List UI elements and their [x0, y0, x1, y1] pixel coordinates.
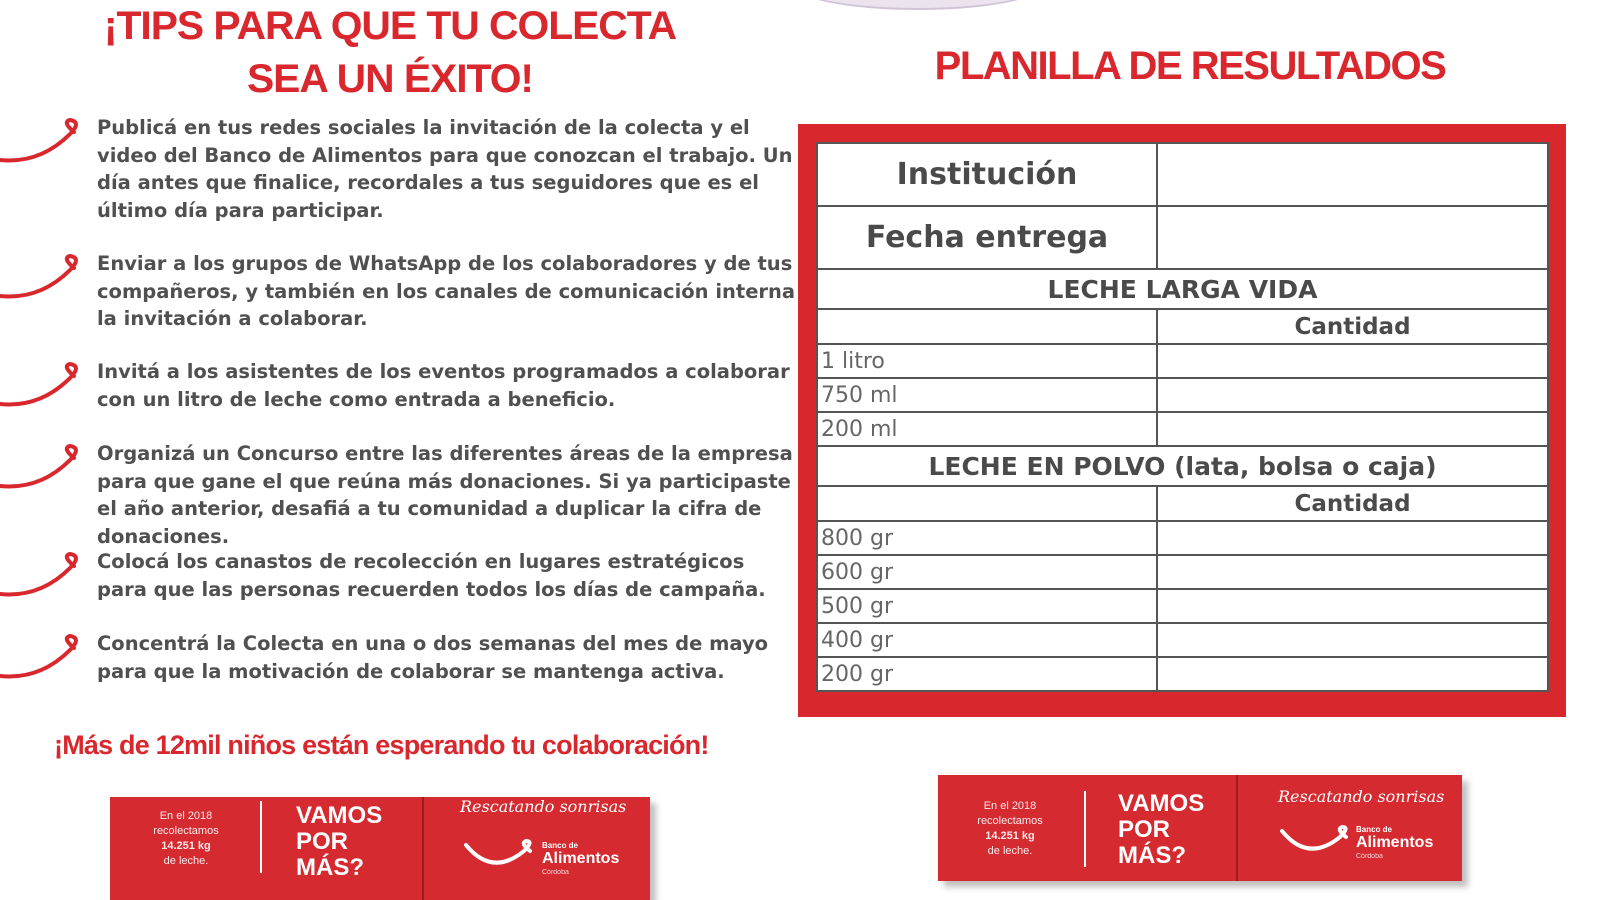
results-form-frame	[798, 124, 1566, 717]
swoosh-icon	[0, 248, 84, 304]
vamos-line: POR	[296, 828, 349, 855]
swoosh-icon	[0, 628, 84, 684]
banner-slogan: Rescatando sonrisas	[1278, 787, 1445, 806]
table-row	[817, 555, 1548, 589]
stat-line: recolectamos	[153, 825, 219, 837]
vamos-line: POR	[1118, 816, 1171, 843]
table-row	[817, 521, 1548, 555]
table-row	[817, 589, 1548, 623]
institucion-field[interactable]	[1157, 143, 1548, 206]
fecha-label: Fecha entrega	[817, 206, 1157, 269]
banner-divider	[260, 801, 262, 873]
cantidad-field[interactable]	[1157, 521, 1548, 555]
swoosh-icon	[0, 356, 84, 412]
table-row	[817, 269, 1548, 309]
institucion-label: Institución	[817, 143, 1157, 206]
planilla-title: PLANILLA DE RESULTADOS	[934, 44, 1446, 88]
vamos-line: MÁS?	[296, 854, 364, 881]
item-label: 500 gr	[817, 589, 1157, 623]
cantidad-field[interactable]	[1157, 589, 1548, 623]
item-label: 200 ml	[817, 412, 1157, 446]
tips-title	[74, 0, 706, 106]
tip-text: Concentrá la Colecta en una o dos semanas del mes de mayo para que la motivación de colaborar se mantenga activa.	[97, 632, 769, 683]
logo-name: Alimentos	[542, 850, 620, 867]
cantidad-field[interactable]	[1157, 623, 1548, 657]
swoosh-icon	[0, 546, 84, 602]
item-label: 400 gr	[817, 623, 1157, 657]
tip-text: Publicá en tus redes sociales la invitación de la colecta y el video del Banco de Alimentos para que conozcan el trabajo. Un día antes que finalice, recordales a tus seguidores que es el último día para participar.	[97, 116, 793, 222]
table-row	[817, 309, 1548, 344]
stat-line: de leche.	[987, 845, 1033, 857]
vamos-line: VAMOS	[296, 802, 383, 829]
fecha-field[interactable]	[1157, 206, 1548, 269]
cantidad-field[interactable]	[1157, 412, 1548, 446]
stat-line: de leche.	[163, 855, 209, 867]
tip-text: Enviar a los grupos de WhatsApp de los colaboradores y de tus compañeros, y también en los canales de comunicación interna la invitación a colaborar.	[97, 252, 796, 330]
banner-stat	[146, 809, 226, 869]
banner-slogan: Rescatando sonrisas	[460, 797, 627, 816]
table-row	[817, 143, 1548, 206]
vamos-line: VAMOS	[1118, 790, 1205, 817]
empty-cell	[817, 309, 1157, 344]
stat-line: 14.251 kg	[985, 830, 1035, 842]
cta-text: ¡Más de 12mil niños están esperando tu colaboración!	[54, 730, 709, 760]
cantidad-header: Cantidad	[1157, 486, 1548, 521]
logo-small-text: Banco de	[1356, 825, 1393, 834]
results-table	[816, 142, 1549, 692]
tip-text: Organizá un Concurso entre las diferentes áreas de la empresa para que gane el que reúna más donaciones. Si ya participaste el año anterior, desafiá a tu comunidad a duplicar la cifra de donaciones.	[97, 442, 793, 548]
item-label: 200 gr	[817, 657, 1157, 691]
cantidad-field[interactable]	[1157, 344, 1548, 378]
logo-sub: Córdoba	[1356, 853, 1383, 860]
table-row	[817, 623, 1548, 657]
banner-divider	[422, 797, 424, 900]
campaign-banner-right	[938, 775, 1462, 881]
item-label: 1 litro	[817, 344, 1157, 378]
swoosh-icon	[0, 112, 84, 168]
banner-divider	[1084, 791, 1086, 867]
banner-stat	[972, 799, 1048, 859]
stat-line: En el 2018	[983, 800, 1037, 812]
tips-title-line2: SEA UN ÉXITO!	[246, 57, 533, 101]
smile-logo-icon	[462, 837, 542, 877]
empty-cell	[817, 486, 1157, 521]
tip-text: Colocá los canastos de recolección en lugares estratégicos para que las personas recuerden todos los días de campaña.	[97, 550, 766, 601]
decorative-bubble	[793, 0, 1043, 10]
table-row	[817, 657, 1548, 691]
campaign-banner-left	[110, 797, 650, 900]
table-row	[817, 378, 1548, 412]
table-row	[817, 446, 1548, 486]
section-header-larga-vida: LECHE LARGA VIDA	[817, 269, 1548, 309]
logo-small-text: Banco de	[542, 841, 579, 850]
table-row	[817, 486, 1548, 521]
logo-sub: Córdoba	[542, 869, 569, 876]
banner-vamos	[1118, 791, 1204, 869]
stat-line: 14.251 kg	[161, 840, 211, 852]
table-row	[817, 412, 1548, 446]
smile-logo-icon	[1278, 823, 1358, 863]
table-row	[817, 344, 1548, 378]
cantidad-field[interactable]	[1157, 555, 1548, 589]
cantidad-field[interactable]	[1157, 378, 1548, 412]
item-label: 600 gr	[817, 555, 1157, 589]
cantidad-header: Cantidad	[1157, 309, 1548, 344]
banner-divider	[1236, 775, 1238, 881]
stat-line: recolectamos	[977, 815, 1043, 827]
section-header-polvo: LECHE EN POLVO (lata, bolsa o caja)	[817, 446, 1548, 486]
stat-line: En el 2018	[159, 810, 213, 822]
item-label: 800 gr	[817, 521, 1157, 555]
vamos-line: MÁS?	[1118, 842, 1186, 869]
swoosh-icon	[0, 438, 84, 494]
item-label: 750 ml	[817, 378, 1157, 412]
tip-text: Invitá a los asistentes de los eventos programados a colaborar con un litro de leche como entrada a beneficio.	[97, 360, 790, 411]
cantidad-field[interactable]	[1157, 657, 1548, 691]
table-row	[817, 206, 1548, 269]
logo-name: Alimentos	[1356, 834, 1434, 851]
banner-vamos	[296, 803, 382, 881]
tips-title-line1: ¡TIPS PARA QUE TU COLECTA	[103, 4, 677, 48]
